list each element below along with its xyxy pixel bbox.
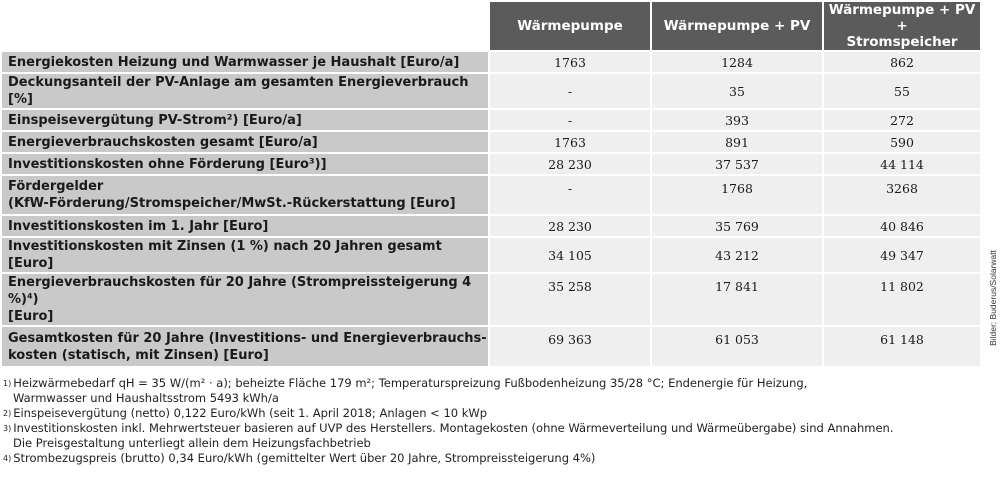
cell-heat-pump-pv-storage: 40 846: [823, 215, 980, 237]
footnote-marker: 1): [3, 379, 12, 388]
cell-heat-pump-pv: 891: [651, 131, 823, 153]
footnote-marker: 2): [3, 409, 12, 418]
header-col3-line2: Stromspeicher: [846, 34, 958, 50]
row-label: [1, 273, 489, 326]
footnote-4: [3, 451, 963, 466]
footnote-marker: 3): [3, 424, 12, 433]
cell-heat-pump: -: [489, 109, 651, 131]
cell-heat-pump-pv-storage: 590: [823, 131, 980, 153]
row-label: Energieverbrauchskosten gesamt [Euro/a]: [1, 131, 489, 153]
cell-heat-pump: 28 230: [489, 153, 651, 175]
footnote-text: Einspeisevergütung (netto) 0,122 Euro/kWh (seit 1. April 2018; Anlagen < 10 kWp: [13, 406, 488, 420]
cell-heat-pump: 1763: [489, 51, 651, 73]
footnote-text-continued: Warmwasser und Haushaltsstrom 5493 kWh/a: [13, 391, 279, 405]
header-heat-pump-pv-storage: [823, 1, 980, 51]
table-row: [1, 215, 980, 237]
footnote-2: [3, 406, 963, 421]
cell-heat-pump: -: [489, 175, 651, 215]
table-row: [1, 73, 980, 109]
cell-heat-pump-pv-storage: 272: [823, 109, 980, 131]
cell-heat-pump-pv: 17 841: [651, 273, 823, 326]
footnote-1: [3, 376, 963, 406]
cell-heat-pump: 1763: [489, 131, 651, 153]
footnote-text: Heizwärmebedarf qH = 35 W/(m² · a); beheizte Fläche 179 m²; Temperaturspreizung Fußbodenheizung 35/28 °C; Endenergie für Heizung,: [13, 376, 808, 390]
image-credit: Bilder: Buderus/Solarwatt: [988, 250, 998, 346]
cell-heat-pump-pv: 37 537: [651, 153, 823, 175]
row-label-line1: Gesamtkosten für 20 Jahre (Investitions- und Energieverbrauchs-: [8, 330, 487, 346]
cell-heat-pump: 28 230: [489, 215, 651, 237]
cell-heat-pump-pv: 1284: [651, 51, 823, 73]
table-row: [1, 237, 980, 273]
table-row: [1, 175, 980, 215]
table-row: [1, 273, 980, 326]
table-header-row: [1, 1, 980, 51]
cell-heat-pump-pv: 393: [651, 109, 823, 131]
footnotes: [3, 376, 963, 466]
row-label: Investitionskosten mit Zinsen (1 %) nach 20 Jahren gesamt [Euro]: [1, 237, 489, 273]
row-label: Investitionskosten ohne Förderung [Euro³)]: [1, 153, 489, 175]
table-row: [1, 51, 980, 73]
cell-heat-pump-pv-storage: 49 347: [823, 237, 980, 273]
header-blank-cell: [1, 1, 489, 51]
cell-heat-pump-pv: 43 212: [651, 237, 823, 273]
header-heat-pump: Wärmepumpe: [489, 1, 651, 51]
row-label-line1: Energieverbrauchskosten für 20 Jahre (Strompreissteigerung 4 %)⁴): [8, 275, 472, 307]
cell-heat-pump-pv-storage: 3268: [823, 175, 980, 215]
cell-heat-pump-pv-storage: 55: [823, 73, 980, 109]
cell-heat-pump-pv-storage: 11 802: [823, 273, 980, 326]
row-label: Deckungsanteil der PV-Anlage am gesamten Energieverbrauch [%]: [1, 73, 489, 109]
footnote-text: Strombezugspreis (brutto) 0,34 Euro/kWh (gemittelter Wert über 20 Jahre, Strompreissteigerung 4%): [13, 451, 596, 465]
cell-heat-pump-pv-storage: 44 114: [823, 153, 980, 175]
row-label-line2: [Euro]: [8, 309, 54, 324]
cell-heat-pump-pv-storage: 61 148: [823, 326, 980, 366]
row-label: Investitionskosten im 1. Jahr [Euro]: [1, 215, 489, 237]
cell-heat-pump-pv: 35: [651, 73, 823, 109]
table-row: [1, 131, 980, 153]
cell-heat-pump-pv-storage: 862: [823, 51, 980, 73]
cell-heat-pump: 34 105: [489, 237, 651, 273]
cell-heat-pump-pv: 35 769: [651, 215, 823, 237]
row-label: [1, 326, 489, 366]
table-row: [1, 153, 980, 175]
footnote-marker: 4): [3, 454, 12, 463]
row-label-line2: kosten (statisch, mit Zinsen) [Euro]: [8, 347, 269, 363]
header-heat-pump-pv: Wärmepumpe + PV: [651, 1, 823, 51]
row-label-line2: (KfW-Förderung/Stromspeicher/MwSt.-Rückerstattung [Euro]: [8, 196, 456, 211]
cell-heat-pump-pv: 1768: [651, 175, 823, 215]
cell-heat-pump: 35 258: [489, 273, 651, 326]
row-label: Energiekosten Heizung und Warmwasser je Haushalt [Euro/a]: [1, 51, 489, 73]
table-row: [1, 109, 980, 131]
row-label: [1, 175, 489, 215]
row-label-line1: Fördergelder: [8, 179, 104, 194]
header-col3-line1: Wärmepumpe + PV +: [828, 2, 976, 34]
cell-heat-pump: 69 363: [489, 326, 651, 366]
footnote-3: [3, 421, 963, 451]
cell-heat-pump-pv: 61 053: [651, 326, 823, 366]
footnote-text-continued: Die Preisgestaltung unterliegt allein dem Heizungsfachbetrieb: [13, 436, 371, 450]
row-label: Einspeisevergütung PV-Strom²) [Euro/a]: [1, 109, 489, 131]
cell-heat-pump: -: [489, 73, 651, 109]
table-row: [1, 326, 980, 366]
footnote-text: Investitionskosten inkl. Mehrwertsteuer basieren auf UVP des Herstellers. Montagekosten (ohne Wärmeverteilung und Wärmeübergabe) sind Annahmen.: [13, 421, 894, 435]
